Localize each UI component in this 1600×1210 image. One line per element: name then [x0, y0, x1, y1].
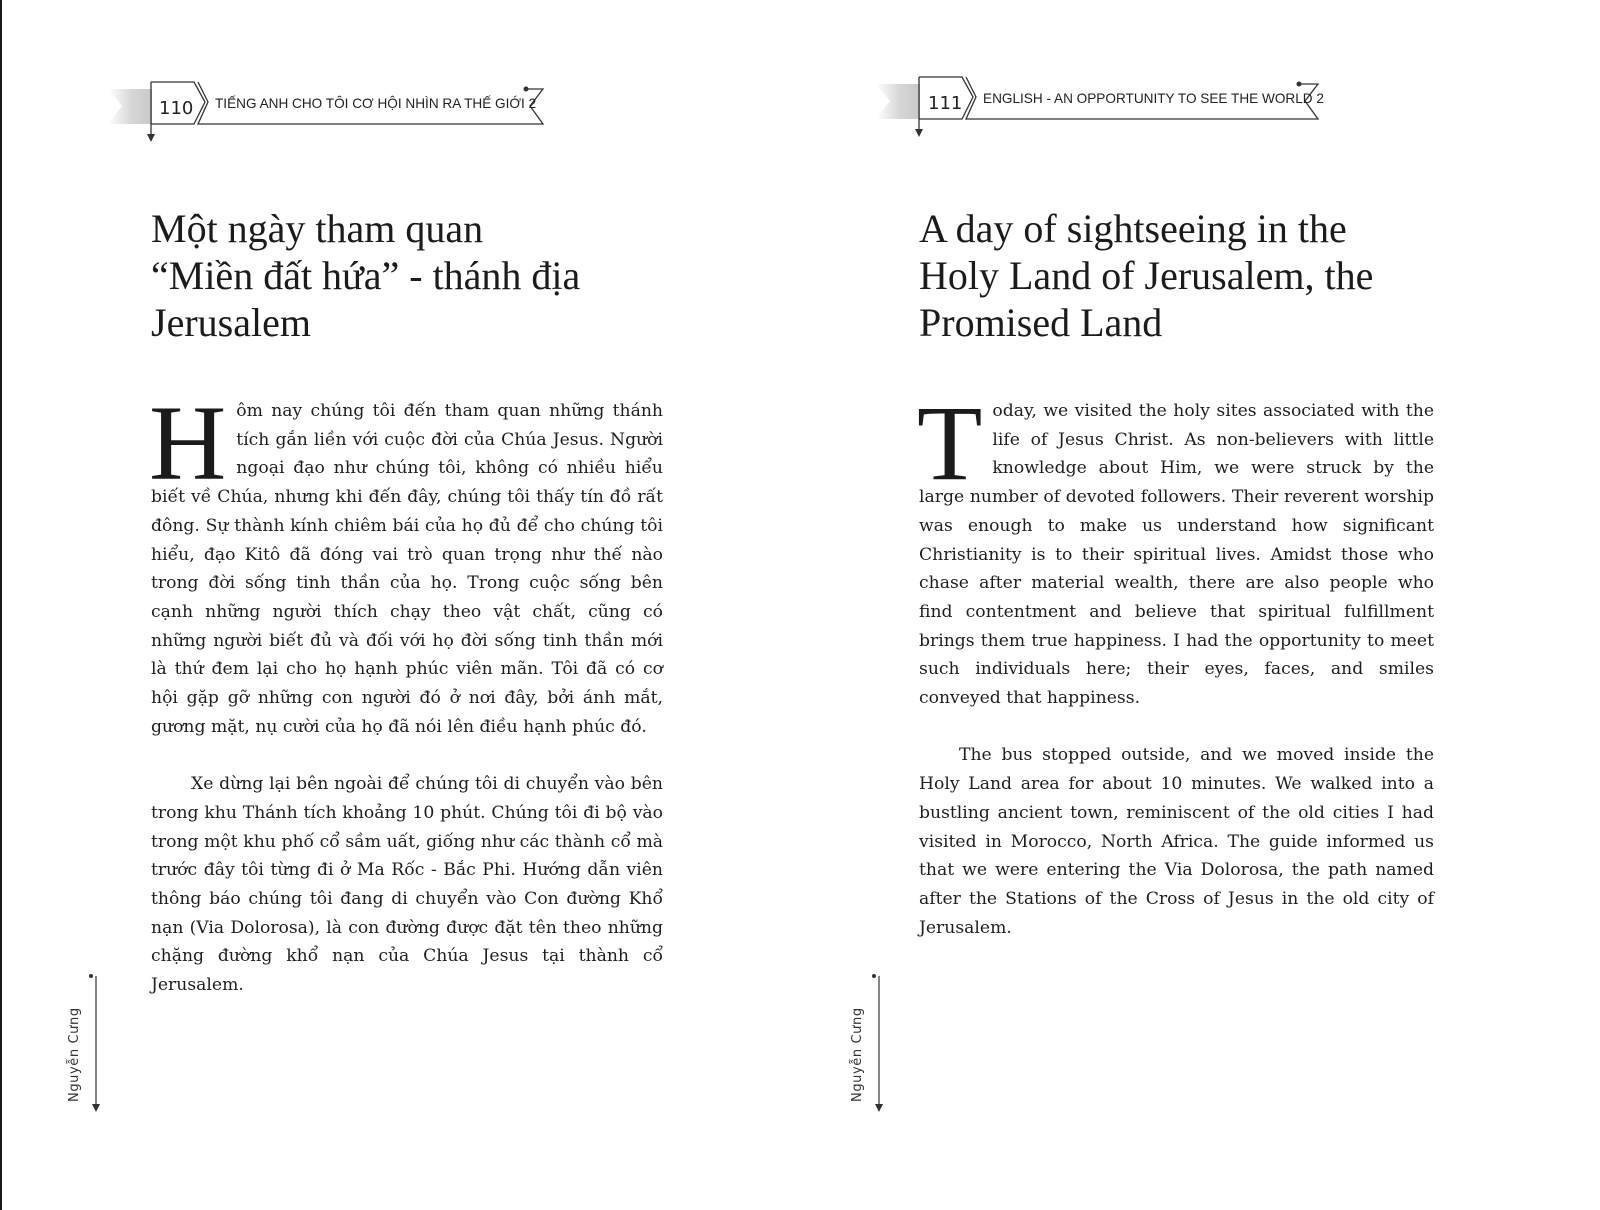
- body-text: [917, 385, 1434, 942]
- paragraph-text: ôm nay chúng tôi đến tham quan những thánh tích gắn liền với cuộc đời của Chúa Jesus. Người ngoại đạo như chúng tôi, không có nhiều hiểu biết về Chúa, nhưng khi đến đây, chúng tôi thấy tín đồ rất đông. Sự thành kính chiêm bái của họ đủ để cho chúng tôi hiểu, đạo Kitô đã đóng vai trò quan trọng như thế nào trong đời sống tinh thần của họ. Trong cuộc sống bên cạnh những người thích chạy theo vật chất, cũng có những người biết đủ và đối với họ đời sống tinh thần mới là thứ đem lại cho họ hạnh phúc viên mãn. Tôi đã có cơ hội gặp gỡ những con người đó ở nơi đây, bởi ánh mắt, gương mặt, nụ cười của họ đã nói lên điều hạnh phúc đó.: [151, 401, 663, 737]
- title-line: Holy Land of Jerusalem, the: [919, 253, 1374, 298]
- paragraph: Xe dừng lại bên ngoài để chúng tôi di chuyển vào bên trong khu Thánh tích khoảng 10 phút. Chúng tôi đi bộ vào trong một khu phố cổ sầm uất, giống như các thành cổ mà trước đây tôi từng đi ở Ma Rốc - Bắc Phi. Hướng dẫn viên thông báo chúng tôi đang di chuyển vào Con đường Khổ nạn (Via Dolorosa), là con đường được đặt tên theo những chặng đường khổ nạn của Chúa Jesus tại thành cổ Jerusalem.: [151, 774, 663, 996]
- side-arrow-icon: [861, 990, 891, 1130]
- drop-cap: H: [149, 385, 227, 503]
- page-number: 111: [928, 93, 963, 114]
- title-line: “Miền đất hứa” - thánh địa: [151, 253, 581, 298]
- drop-cap: T: [917, 385, 983, 503]
- page-number: 110: [159, 98, 194, 119]
- left-page-header: [108, 76, 558, 146]
- title-line: A day of sightseeing in the: [919, 206, 1347, 251]
- chapter-title: [919, 205, 1373, 346]
- title-line: Jerusalem: [151, 300, 311, 345]
- title-line: Một ngày tham quan: [151, 206, 484, 251]
- author-name: Nguyễn Cưng: [67, 1007, 82, 1102]
- title-line: Promised Land: [919, 300, 1163, 345]
- paragraph: The bus stopped outside, and we moved inside the Holy Land area for about 10 minutes. We walked into a bustling ancient town, reminiscent of the old cities I had visited in Morocco, North Africa. The guide informed us that we were entering the Via Dolorosa, the path named after the Stations of the Cross of Jesus in the old city of Jerusalem.: [919, 745, 1434, 938]
- paragraph: [917, 385, 1434, 713]
- chapter-title: [151, 205, 580, 346]
- side-author-tab: [850, 990, 891, 1190]
- side-author-tab: [67, 990, 108, 1190]
- body-text: [149, 385, 663, 1000]
- author-name: Nguyễn Cưng: [850, 1007, 865, 1102]
- paragraph-text: oday, we visited the holy sites associated with the life of Jesus Christ. As non-believers with little knowledge about Him, we were struck by the large number of devoted followers. Their reverent worship was enough to make us understand how significant Christianity is to their spiritual lives. Amidst those who chase after material wealth, there are also people who find contentment and believe that spiritual fulfillment brings them true happiness. I had the opportunity to meet such individuals here; their eyes, faces, and smiles conveyed that happiness.: [919, 401, 1434, 709]
- right-page: [800, 0, 1600, 1210]
- running-head: ENGLISH - AN OPPORTUNITY TO SEE THE WORLD 2: [983, 91, 1324, 106]
- side-arrow-icon: [78, 990, 108, 1130]
- right-page-header: [876, 71, 1346, 141]
- running-head: TIẾNG ANH CHO TÔI CƠ HỘI NHÌN RA THẾ GIỚI 2: [215, 96, 537, 111]
- paragraph: [149, 385, 663, 741]
